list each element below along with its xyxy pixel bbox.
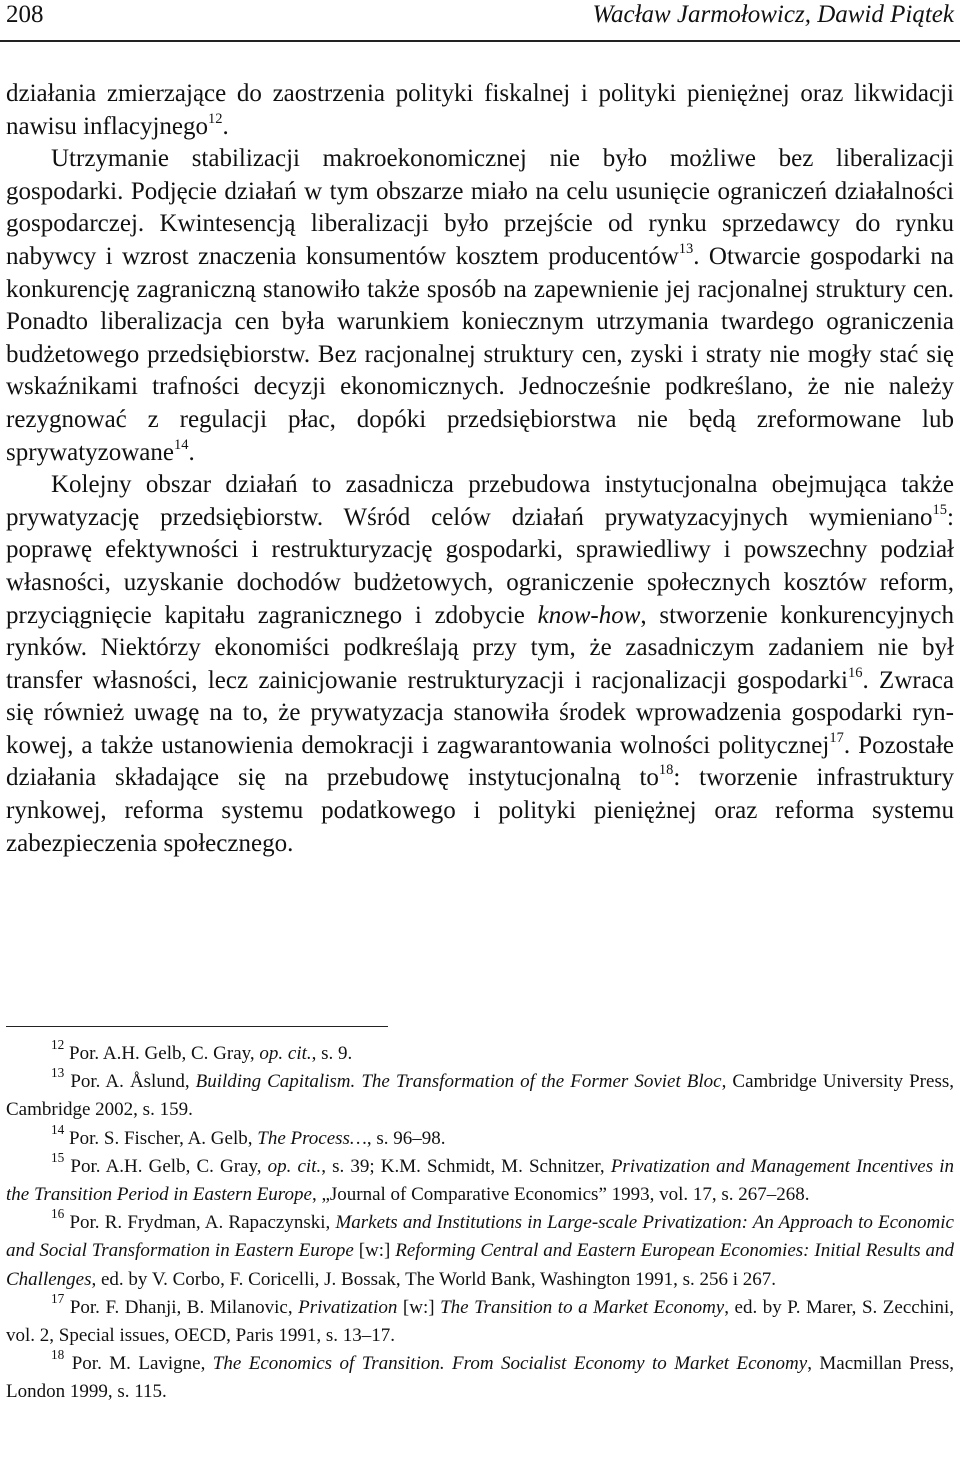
text-run: .	[188, 438, 195, 466]
text-run: Por. M. Lavigne,	[64, 1353, 213, 1375]
text-run: , s. 39; K.M. Schmidt, M. Schnitzer,	[321, 1155, 611, 1177]
text-run: Por. A. Åslund,	[64, 1071, 196, 1093]
text-run: [w:]	[397, 1296, 441, 1318]
italic-term: know-how	[537, 601, 641, 629]
text-run: . Zwraca się również uwagę na to, że prywatyzacja stanowiła środek wprowadzenia gospodarki rynkowej, a także ustanowienia demokracji i zagwarantowania wolności politycznej	[6, 666, 954, 759]
italic-title: Markets and Institutions in Large-scale Privatization: An Approach to Economic and Social Transformation in Eastern Europe	[6, 1212, 954, 1262]
text-run: : tworzenie infrastruktury rynkowej, reforma systemu podatkowego i polityki pieniężnej oraz reforma systemu zabezpieczenia społecznego.	[6, 764, 954, 857]
footnote-ref-12[interactable]: 12	[208, 110, 223, 127]
text-run: : poprawę efektywności i restrukturyzację gospodarki, sprawiedliwy i powszechny podział własności, uzyskanie dochodów budżetowych, ograniczenie społecznych kosztów reform, przyciągnięcie kapitału zagranicznego i zdobycie	[6, 503, 954, 629]
text-run: , s. 96–98.	[366, 1127, 446, 1149]
paragraph-3	[6, 469, 954, 860]
footnote-ref-18[interactable]: 18	[658, 762, 674, 779]
text-run: Kolejny obszar działań to zasadnicza przebudowa instytucjonalna obejmująca także prywatyzację przedsiębiorstw. Wśród celów działań prywatyzacyjnych wymieniano	[6, 471, 954, 531]
footnote-15	[6, 1149, 954, 1209]
text-run: .	[222, 112, 229, 140]
paragraph-2	[6, 143, 954, 469]
footnote-18	[6, 1347, 954, 1406]
text-run: Por. R. Frydman, A. Rapaczynski,	[64, 1212, 336, 1234]
footnote-number: 17	[51, 1290, 65, 1306]
text-run: Utrzymanie stabilizacji makroekonomicznej nie było możliwe bez liberalizacji gospodarki. Podjęcie działań w tym obszarze miało na celu usunięcie ograniczeń działalności gospodarczej. Kwintesencją liberalizacji było przejście od rynku sprzedawcy do rynku nabywcy i wzrost znaczenia konsumentów kosztem producentów	[6, 145, 954, 270]
text-run: . Otwarcie gospodarki na konkurencję zagraniczną stanowiło także sposób na zapewnienie jej racjonalnej struktury cen. Ponadto liberalizacja cen była warunkiem koniecznym utrzymania twardego ograniczenia budżetowego przedsiębiorstw. Bez racjonalnej struktury cen, zyski i straty nie mogły stać się wskaźnikami trafności decyzji ekonomicznych. Jednocześnie podkreślano, że nie należy rezygnować z regulacji płac, dopóki przedsiębiorstwa nie będą zreformowane lub sprywatyzowane	[6, 242, 954, 466]
text-run: , ed. by V. Corbo, F. Coricelli, J. Bossak, The World Bank, Washington 1991, s. 256 i 267.	[91, 1268, 777, 1290]
italic-title: The Economics of Transition. From Socialist Economy to Market Economy	[212, 1353, 808, 1375]
text-run: , ed. by P. Marer, S. Zecchini, vol. 2, Special issues, OECD, Paris 1991, s. 13–17.	[6, 1296, 955, 1347]
text-run: , stworzenie konkurencyjnych rynków. Niektórzy ekonomiści podkreślają przy tym, że zasadniczym zadaniem nie był transfer własności, lecz zainicjowanie restrukturyzacji i racjonalizacji gospodarki	[6, 601, 954, 694]
text-run: Por. S. Fischer, A. Gelb,	[64, 1127, 258, 1149]
page-number: 208	[6, 1, 44, 28]
footnote-separator	[6, 1026, 388, 1027]
italic-title: Privatization	[298, 1296, 398, 1318]
italic-title: Reforming Central and Eastern European Economies: Initial Results and Challenges	[6, 1240, 954, 1290]
text-run: Por. A.H. Gelb, C. Gray,	[64, 1155, 268, 1177]
footnote-number: 16	[51, 1206, 65, 1222]
text-run: , Cambridge University Press, Cambridge 2002, s. 159.	[6, 1071, 954, 1121]
running-head-authors: Wacław Jarmołowicz, Dawid Piątek	[592, 1, 954, 28]
text-run: działania zmierzające do zaostrzenia polityki fiskalnej i polityki pieniężnej oraz likwidacji nawisu inflacyjnego	[6, 80, 954, 140]
italic-title: Building Capitalism. The Transformation of the Former Soviet Bloc	[195, 1071, 722, 1093]
italic-title: Privatization and Management Incentives in the Transition Period in Eastern Europe	[6, 1155, 954, 1206]
italic-title: The Process…	[257, 1127, 367, 1149]
text-run: . Pozostałe działania składające się na przebudowę instytucjonalną to	[6, 731, 954, 792]
running-header	[6, 0, 954, 36]
footnote-ref-14[interactable]: 14	[174, 436, 189, 453]
footnote-number: 14	[51, 1121, 65, 1137]
footnote-12	[6, 1037, 954, 1068]
footnote-17	[6, 1290, 955, 1350]
text-run: Por. F. Dhanji, B. Milanovic,	[64, 1296, 299, 1318]
italic-title: op. cit.	[259, 1043, 312, 1064]
footnote-number: 18	[51, 1347, 65, 1363]
footnote-number: 15	[51, 1149, 65, 1165]
text-run: [w:]	[353, 1240, 396, 1262]
text-run: Por. A.H. Gelb, C. Gray,	[64, 1043, 260, 1064]
italic-title: op. cit.	[267, 1155, 322, 1177]
paragraph-1	[6, 78, 954, 143]
footnote-16	[6, 1206, 954, 1294]
text-run: , „Journal of Comparative Economics” 1993, vol. 17, s. 267–268.	[311, 1184, 810, 1206]
text-run: , Macmillan Press, London 1999, s. 115.	[6, 1353, 954, 1403]
main-text	[6, 78, 954, 860]
footnote-ref-16[interactable]: 16	[847, 664, 863, 681]
footnote-ref-17[interactable]: 17	[829, 730, 844, 746]
footnote-ref-13[interactable]: 13	[678, 241, 694, 258]
footnote-number: 12	[51, 1037, 65, 1053]
footnote-14	[6, 1121, 954, 1153]
header-rule	[0, 40, 960, 42]
footnote-number: 13	[51, 1065, 65, 1081]
italic-title: The Transition to a Market Economy	[440, 1296, 725, 1318]
footnote-ref-15[interactable]: 15	[932, 501, 948, 518]
footnotes	[6, 1037, 955, 1407]
footnote-13	[6, 1065, 954, 1124]
text-run: , s. 9.	[311, 1043, 353, 1064]
